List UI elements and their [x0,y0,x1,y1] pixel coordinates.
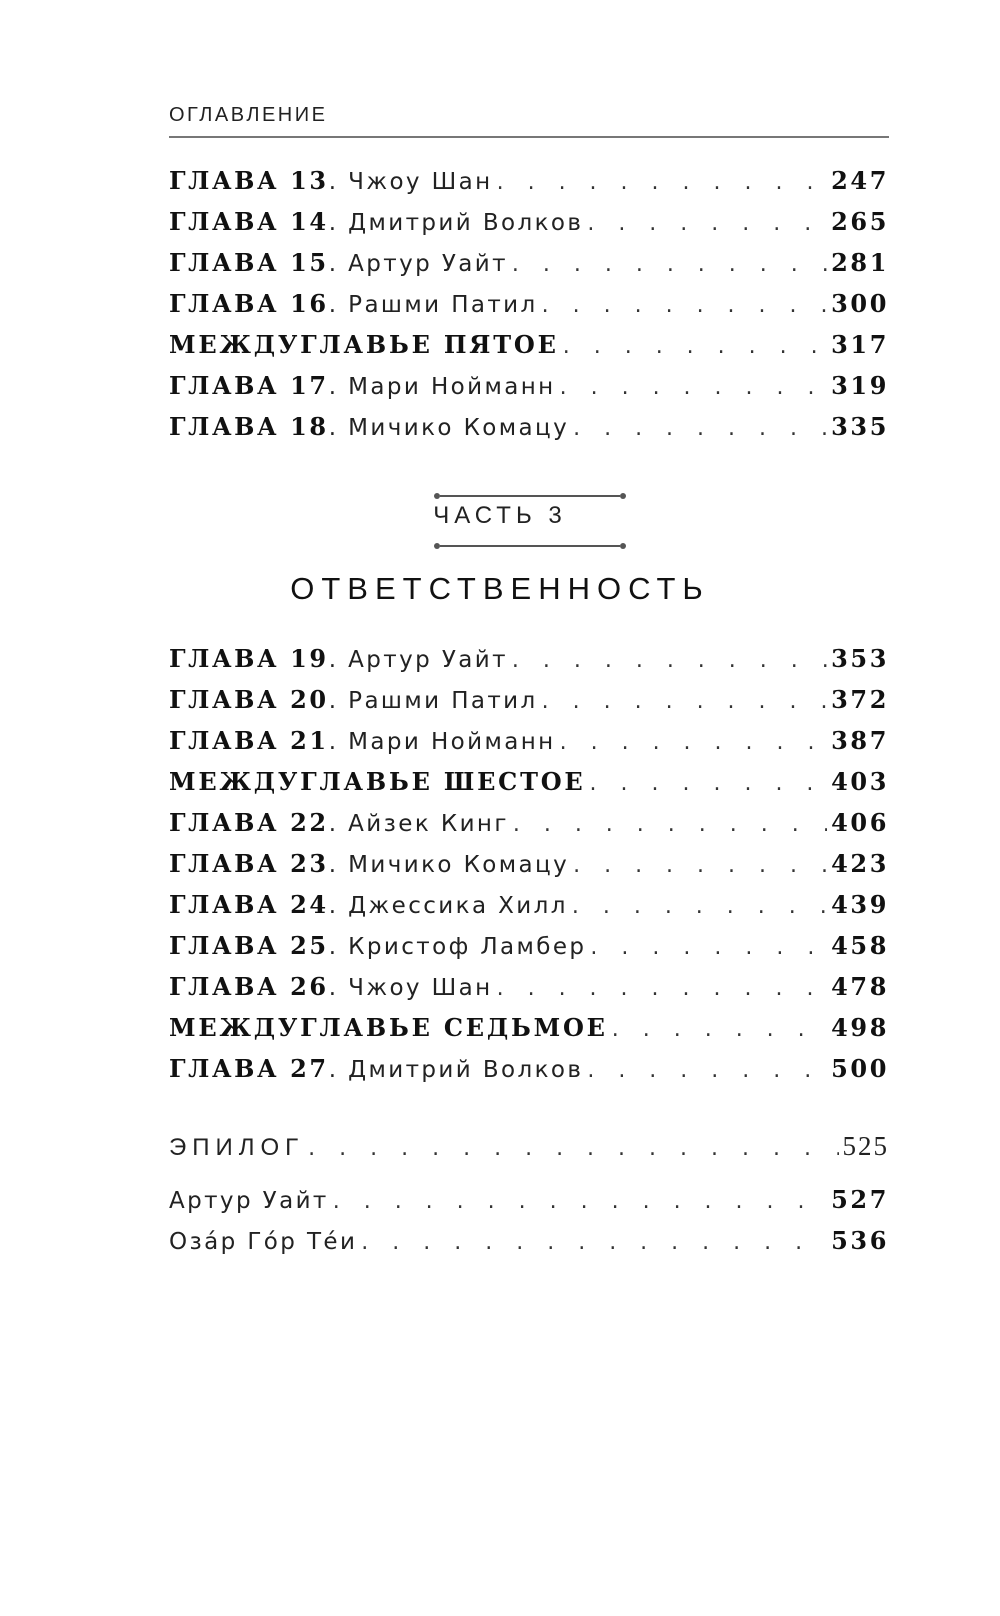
toc-entry-ch23[interactable]: ГЛАВА 23. Мичико Комацу . . . 423 [169,849,889,890]
toc-entry-ch24[interactable]: ГЛАВА 24. Джессика Хилл . . . 439 [169,890,889,931]
toc-part3-list [169,644,889,1095]
leader-dots [590,935,827,960]
leader-dots [572,894,827,919]
leader-dots [512,252,827,277]
page-number: 317 [831,330,889,359]
toc-entry-ch16[interactable]: ГЛАВА 16. Рашми Патил . . . 300 [169,289,889,330]
chapter-number: ГЛАВА 25 [169,931,329,960]
page-number: 300 [831,289,889,318]
toc-entry-interlude-7[interactable] [169,1013,889,1054]
toc-epilogue-list [169,1185,889,1267]
part-label: ЧАСТЬ 3 [433,502,567,529]
page-number: 478 [831,972,889,1001]
ornament-rule-top [433,491,627,501]
interlude-title: МЕЖДУГЛАВЬЕ ПЯТОЕ [169,330,559,359]
leader-dots [512,648,827,673]
leader-dots [542,293,827,318]
leader-dots [612,1017,827,1042]
chapter-number: ГЛАВА 13 [169,166,329,195]
page-number: 423 [831,849,889,878]
chapter-name: Мичико Комацу [348,852,570,878]
chapter-name: Мари Нойманн [348,729,556,755]
leader-dots [308,1136,838,1161]
leader-dots [573,416,827,441]
chapter-name: Кристоф Ламбер [348,934,587,960]
leader-dots [542,689,827,714]
toc-entry-ch18[interactable]: ГЛАВА 18. Мичико Комацу . . . 335 [169,412,889,453]
page-number: 403 [831,767,889,796]
leader-dots [497,976,828,1001]
leader-dots [587,211,827,236]
toc-entry-ch15[interactable]: ГЛАВА 15. Артур Уайт . . . 281 [169,248,889,289]
leader-dots [361,1230,827,1255]
toc-entry-ch19[interactable]: ГЛАВА 19. Артур Уайт . . . 353 [169,644,889,685]
chapter-number: ГЛАВА 17 [169,371,329,400]
toc-entry-epilogue-2[interactable] [169,1226,889,1267]
toc-entry-ch27[interactable]: ГЛАВА 27. Дмитрий Волков . . . 500 [169,1054,889,1095]
page-number: 406 [831,808,889,837]
page-number: 439 [831,890,889,919]
toc-entry-interlude-6[interactable] [169,767,889,808]
chapter-number: ГЛАВА 27 [169,1054,329,1083]
chapter-name: Чжоу Шан [348,169,493,195]
chapter-name: Айзек Кинг [348,811,509,837]
chapter-number: ГЛАВА 26 [169,972,329,1001]
chapter-number: ГЛАВА 21 [169,726,329,755]
chapter-name: Джессика Хилл [348,893,568,919]
page-number: 335 [831,412,889,441]
chapter-number: ГЛАВА 15 [169,248,329,277]
leader-dots [560,730,827,755]
leader-dots [587,1058,827,1083]
page-number: 387 [831,726,889,755]
page-number: 527 [831,1185,889,1214]
chapter-name: Рашми Патил [348,688,538,714]
chapter-name: Мичико Комацу [348,415,570,441]
chapter-name: Дмитрий Волков [348,210,584,236]
toc-epilogue [169,1131,889,1172]
leader-dots [333,1189,827,1214]
leader-dots [497,170,828,195]
interlude-title: МЕЖДУГЛАВЬЕ ШЕСТОЕ [169,767,586,796]
section-name: Артур Уайт [169,1188,329,1214]
page-number: 281 [831,248,889,277]
page-number: 458 [831,931,889,960]
toc-entry-ch21[interactable]: ГЛАВА 21. Мари Нойманн . . . 387 [169,726,889,767]
chapter-number: ГЛАВА 18 [169,412,329,441]
page-number: 525 [842,1131,889,1161]
chapter-number: ГЛАВА 22 [169,808,329,837]
running-head: ОГЛАВЛЕНИЕ [169,104,328,126]
leader-dots [513,812,827,837]
leader-dots [573,853,827,878]
toc-entry-ch20[interactable]: ГЛАВА 20. Рашми Патил . . . 372 [169,685,889,726]
leader-dots [563,334,827,359]
leader-dots [590,771,828,796]
toc-entry-interlude-5[interactable] [169,330,889,371]
page-number: 319 [831,371,889,400]
epilogue-title: ЭПИЛОГ [169,1134,305,1161]
chapter-number: ГЛАВА 24 [169,890,329,919]
leader-dots [560,375,827,400]
part-title: ОТВЕТСТВЕННОСТЬ [290,571,710,606]
interlude-title: МЕЖДУГЛАВЬЕ СЕДЬМОЕ [169,1013,608,1042]
chapter-name: Артур Уайт [348,251,508,277]
page-number: 372 [831,685,889,714]
header-rule [169,136,889,138]
page-number: 353 [831,644,889,673]
section-name: Озáр Гóр Тéи [169,1229,358,1255]
chapter-number: ГЛАВА 19 [169,644,329,673]
chapter-name: Артур Уайт [348,647,508,673]
toc-part2-list [169,166,889,453]
chapter-name: Рашми Патил [348,292,538,318]
chapter-number: ГЛАВА 14 [169,207,329,236]
toc-entry-ch22[interactable]: ГЛАВА 22. Айзек Кинг . . . 406 [169,808,889,849]
page-number: 247 [831,166,889,195]
chapter-name: Чжоу Шан [348,975,493,1001]
chapter-number: ГЛАВА 23 [169,849,329,878]
toc-entry-epilogue-1[interactable] [169,1185,889,1226]
toc-entry-ch26[interactable]: ГЛАВА 26. Чжоу Шан . . . 478 [169,972,889,1013]
toc-entry-ch25[interactable]: ГЛАВА 25. Кристоф Ламбер . . . 458 [169,931,889,972]
page-number: 498 [831,1013,889,1042]
toc-entry-ch13[interactable]: ГЛАВА 13. Чжоу Шан . . . 247 [169,166,889,207]
toc-entry-ch17[interactable]: ГЛАВА 17. Мари Нойманн . . . 319 [169,371,889,412]
chapter-number: ГЛАВА 16 [169,289,329,318]
page-number: 265 [831,207,889,236]
chapter-name: Мари Нойманн [348,374,556,400]
page-number: 536 [831,1226,889,1255]
chapter-number: ГЛАВА 20 [169,685,329,714]
toc-entry-epilogue[interactable] [169,1131,889,1172]
toc-entry-ch14[interactable]: ГЛАВА 14. Дмитрий Волков . . . 265 [169,207,889,248]
ornament-rule-bottom [433,541,627,551]
chapter-name: Дмитрий Волков [348,1057,584,1083]
page-number: 500 [831,1054,889,1083]
